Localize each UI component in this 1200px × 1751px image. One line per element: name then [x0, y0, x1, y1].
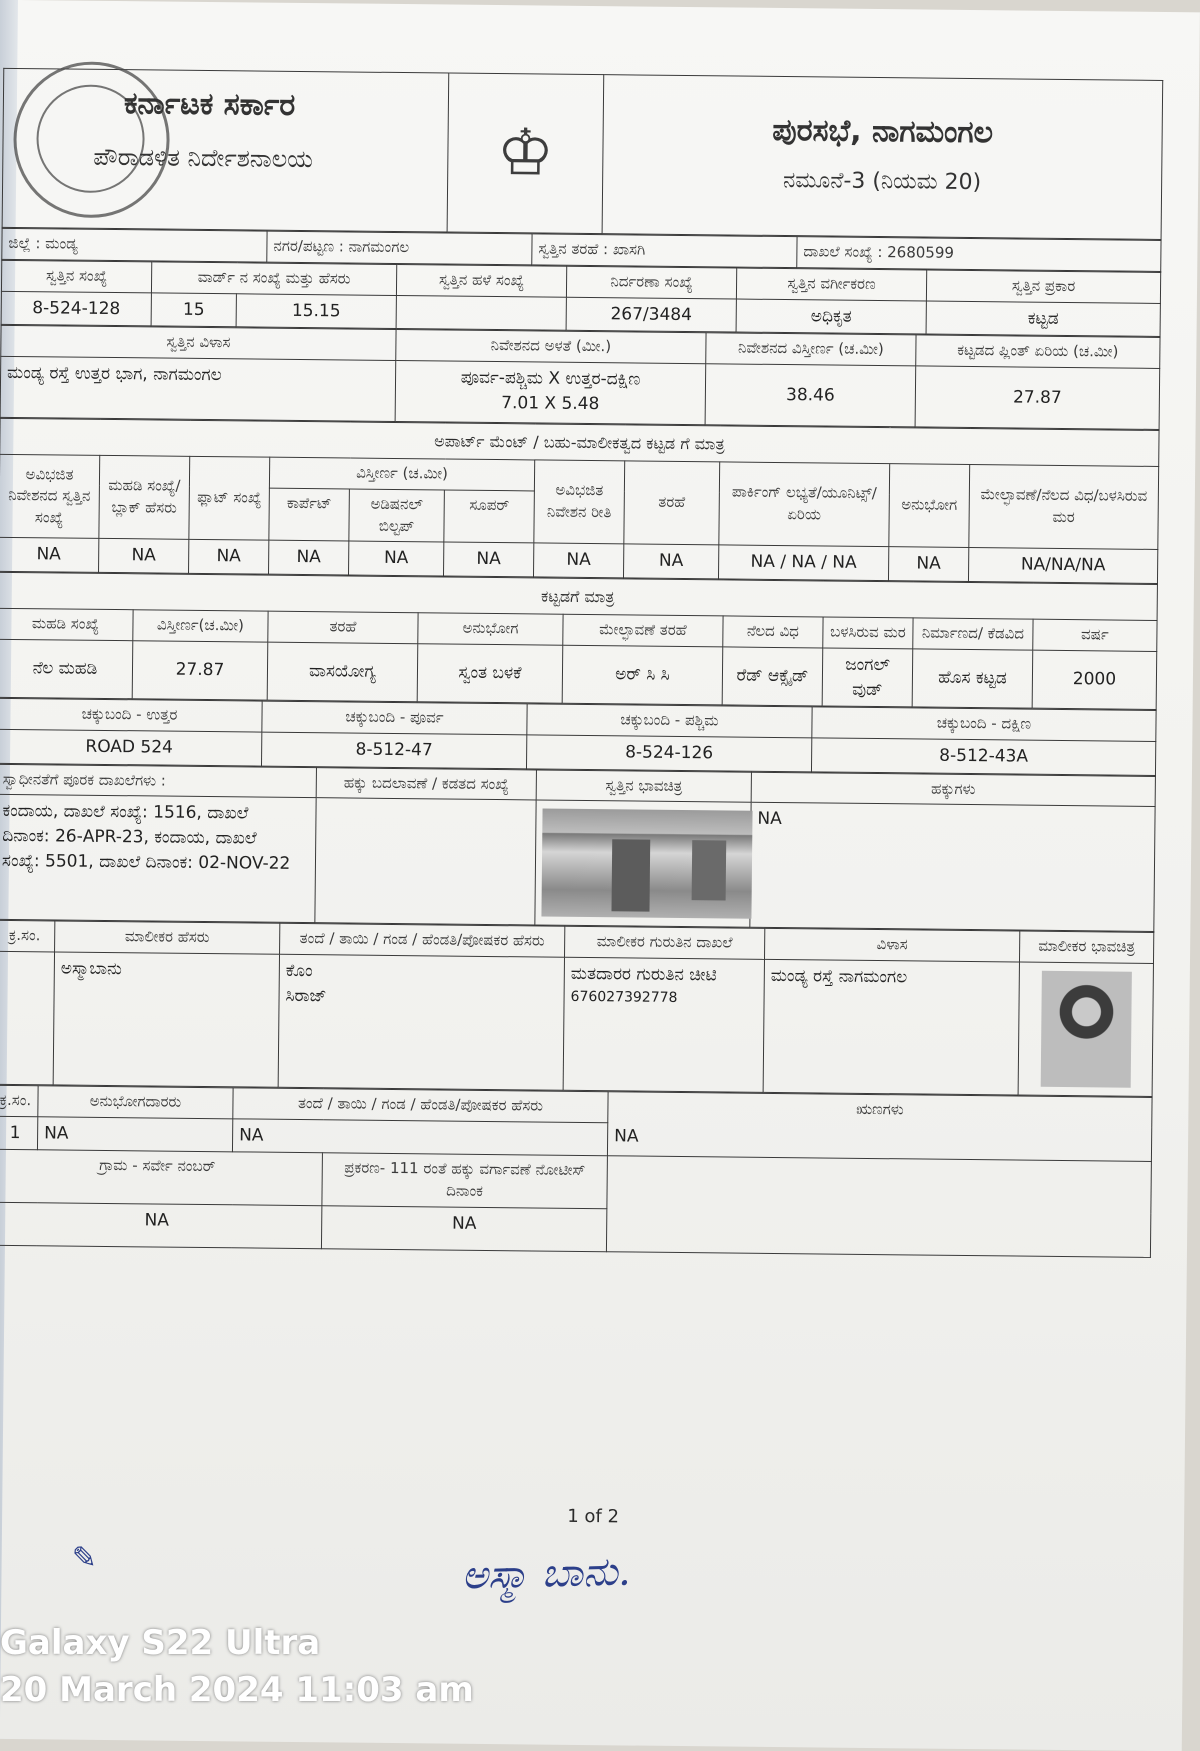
- owner-table: [0, 920, 1154, 1097]
- building-value: 2000: [1032, 650, 1157, 710]
- boundary-east: 8-512-47: [261, 732, 526, 768]
- government-name: ಕರ್ನಾಟಕ ಸರ್ಕಾರ: [123, 86, 296, 123]
- boundary-west: 8-524-126: [526, 735, 811, 772]
- property-table: [1, 260, 1162, 338]
- municipality-name: ಪುರಸಭೆ, ನಾಗಮಂಗಲ: [772, 112, 994, 151]
- form-number: ನಮೂನೆ-3 (ನಿಯಮ 20): [782, 167, 982, 195]
- building-header: ಅನುಭೋಗ: [418, 613, 563, 645]
- header-plinth-area: ಕಟ್ಟಡದ ಪ್ಲಿಂತ್ ಏರಿಯ (ಚ.ಮೀ): [916, 335, 1160, 368]
- municipality-header: [602, 75, 1163, 240]
- owner-relation-name: ಸಿರಾಜ್: [285, 985, 327, 1007]
- apartment-header: ಮಹಡಿ ಸಂಖ್ಯೆ/ಬ್ಲಾಕ್ ಹೆಸರು: [99, 455, 190, 539]
- survey-number-header: ಗ್ರಾಮ - ಸರ್ವೇ ನಂಬರ್: [0, 1150, 322, 1206]
- form-body: [0, 68, 1163, 1258]
- owner-id-header: ಮಾಲೀಕರ ಗುರುತಿನ ದಾಖಲೆ: [565, 927, 765, 960]
- survey-number: NA: [0, 1202, 322, 1248]
- occupant-serial-header: ಕ್ರ.ಸಂ.: [0, 1085, 38, 1116]
- ward-name: 15.15: [236, 293, 396, 328]
- owner-relation-header: ತಂದೆ / ತಾಯಿ / ಗಂಡ / ಹೆಂಡತಿ/ಪೋಷಕರ ಹೆಸರು: [280, 924, 565, 958]
- liabilities-cell: [607, 1092, 1152, 1162]
- header-old-number: ಸ್ವತ್ತಿನ ಹಳೆ ಸಂಖ್ಯೆ: [396, 264, 566, 297]
- apartment-value: NA: [0, 538, 99, 573]
- rights: NA: [750, 803, 1155, 932]
- apartment-value: NA: [348, 541, 443, 576]
- mutation-header: ಹಕ್ಕು ಬದಲಾವಣೆ / ಕಡತದ ಸಂಖ್ಯೆ: [316, 767, 536, 800]
- building-banner: ಕಟ್ಟಡಗೆ ಮಾತ್ರ: [0, 572, 1157, 620]
- owner-name-header: ಮಾಲೀಕರ ಹೆಸರು: [55, 921, 280, 954]
- district: ಜಿಲ್ಲೆ : ಮಂಡ್ಯ: [2, 228, 267, 262]
- owner-photo: [1040, 971, 1131, 1088]
- building-value: ರೆಡ್ ಆಕ್ಸೈಡ್: [722, 647, 823, 706]
- property-photo-header: ಸ್ವತ್ತಿನ ಭಾವಚಿತ್ರ: [536, 770, 751, 803]
- record-number: ದಾಖಲೆ ಸಂಖ್ಯೆ : 2680599: [797, 237, 1161, 272]
- property-kind: ಕಟ್ಟಡ: [926, 301, 1160, 337]
- building-table: [0, 572, 1158, 710]
- building-header: ಮಹಡಿ ಸಂಖ್ಯೆ: [0, 608, 133, 640]
- apartment-header: ಅನುಭೋಗ: [889, 464, 970, 548]
- title-block: [2, 68, 1164, 240]
- building-header: ವಿಸ್ತೀರ್ಣ(ಚ.ಮೀ): [133, 610, 268, 642]
- header-property-kind: ಸ್ವತ್ತಿನ ಪ್ರಕಾರ: [926, 270, 1160, 303]
- old-number: [396, 295, 566, 330]
- apartment-value: NA / NA / NA: [718, 545, 888, 580]
- building-value: ಅರ್ ಸಿ ಸಿ: [562, 645, 723, 705]
- apartment-value: NA/NA/NA: [968, 548, 1157, 584]
- boundary-west-header: ಚಕ್ಕುಬಂದಿ - ಪಶ್ಚಿಮ: [527, 704, 812, 738]
- apartment-header: ಅವಿಭಜಿತ ನಿವೇಶನದ ಸ್ವತ್ತಿನ ಸಂಖ್ಯೆ: [0, 454, 100, 538]
- state-emblem-icon: ♔: [496, 115, 555, 191]
- site-dimension-cell: [395, 360, 706, 424]
- owner-photo-cell: [1018, 962, 1153, 1096]
- occupant-relation-header: ತಂದೆ / ತಾಯಿ / ಗಂಡ / ಹೆಂಡತಿ/ಪೋಷಕರ ಹೆಸರು: [233, 1088, 608, 1123]
- camera-watermark: [0, 1620, 474, 1715]
- apartment-value: NA: [443, 542, 533, 577]
- notice-date: NA: [321, 1206, 606, 1252]
- header-ward: ವಾರ್ಡ್ ನ ಸಂಖ್ಯೆ ಮತ್ತು ಹೆಸರು: [151, 262, 396, 295]
- owner-relation-cell: [278, 954, 564, 1090]
- building-value: ಜಂಗಲ್ ವುಡ್: [822, 648, 913, 707]
- documents-list: [0, 795, 316, 923]
- liabilities-blank: [606, 1156, 1151, 1257]
- apartment-header: ಸೂಪರ್: [444, 490, 535, 543]
- dimension-value: 7.01 X 5.48: [501, 392, 600, 414]
- boundaries-table: [0, 698, 1157, 776]
- apartment-value: NA: [888, 547, 968, 581]
- property-photo: [541, 809, 752, 919]
- owner-address-header: ವಿಳಾಸ: [764, 929, 1019, 962]
- occupants-table: [0, 1085, 1153, 1258]
- apartment-value: NA: [533, 543, 623, 578]
- building-header: ನೆಲದ ವಿಧ: [723, 616, 823, 648]
- dimension-label: ಪೂರ್ವ-ಪಶ್ಚಿಮ X ಉತ್ತರ-ದಕ್ಷಿಣ: [460, 367, 641, 390]
- capture-timestamp: 20 March 2024 11:03 am: [0, 1670, 474, 1711]
- apartment-table: [0, 418, 1160, 584]
- header-site-area: ನಿವೇಶನದ ವಿಸ್ತೀರ್ಣ (ಚ.ಮೀ): [706, 333, 916, 366]
- document-line: ಕಂದಾಯ, ದಾಖಲೆ ಸಂಖ್ಯೆ: 1516, ದಾಖಲೆ: [2, 801, 249, 824]
- apartment-value: NA: [189, 540, 269, 574]
- boundary-north: ROAD 524: [0, 729, 262, 765]
- assessment-number: 267/3484: [566, 297, 736, 332]
- building-value: 27.87: [132, 641, 268, 701]
- emblem-cell: [447, 73, 604, 234]
- boundary-north-header: ಚಕ್ಕುಬಂದಿ - ಉತ್ತರ: [0, 699, 262, 733]
- apartment-header: ಕಾರ್ಪೆಟ್: [269, 488, 350, 541]
- ink-scribble: ✎: [71, 1540, 98, 1576]
- building-header: ವರ್ಷ: [1033, 619, 1157, 651]
- owner-id-type: ಮತದಾರರ ಗುರುತಿನ ಚೀಟಿ: [570, 963, 717, 986]
- owner-id-number: 676027392778: [570, 988, 678, 1006]
- owner-id-cell: [563, 957, 764, 1092]
- building-value: ನೆಲ ಮಹಡಿ: [0, 639, 133, 699]
- property-photo-cell: [535, 800, 751, 927]
- property-address: ಮಂಡ್ಯ ರಸ್ತೆ ಉತ್ತರ ಭಾಗ, ನಾಗಮಂಗಲ: [0, 356, 396, 421]
- apartment-header: ತರಹೆ: [624, 461, 720, 545]
- boundary-south: 8-512-43A: [811, 738, 1155, 775]
- plinth-area: 27.87: [915, 366, 1160, 430]
- occupant-name-header: ಅನುಭೋಗದಾರರು: [38, 1086, 233, 1119]
- apartment-banner: ಅಪಾರ್ಟ್ ಮೆಂಟ್ / ಬಹು-ಮಾಲೀಕತ್ವದ ಕಟ್ಟಡ ಗೆ ಮಾತ್ರ: [0, 418, 1159, 466]
- property-number: 8-524-128: [1, 291, 151, 326]
- liabilities: NA: [614, 1126, 639, 1147]
- owner-name: ಅಸ್ಮಾಬಾನು: [53, 952, 279, 1087]
- occupant-serial: 1: [0, 1116, 38, 1150]
- boundary-east-header: ಚಕ್ಕುಬಂದಿ - ಪೂರ್ವ: [262, 701, 527, 735]
- device-name: Galaxy S22 Ultra: [0, 1622, 321, 1663]
- apartment-header: ಪಾರ್ಕಿಂಗ್ ಲಭ್ಯತೆ/ಯೂನಿಟ್ಸ್/ಏರಿಯ: [719, 462, 890, 547]
- document-line: ಸಂಖ್ಯೆ: 5501, ದಾಖಲೆ ದಿನಾಂಕ: 02-NOV-22: [1, 850, 291, 874]
- document-line: ದಿನಾಂಕ: 26-APR-23, ಕಂದಾಯ, ದಾಖಲೆ: [2, 825, 257, 849]
- notice-date-header: ಪ್ರಕರಣ- 111 ರಂತೆ ಹಕ್ಕು ವರ್ಗಾವಣೆ ನೋಟೀಸ್ ದಿನಾಂಕ: [322, 1153, 608, 1208]
- building-header: ತರಹೆ: [268, 611, 418, 643]
- apartment-header: ಅಡಿಷನಲ್ ಬಿಲ್ಟಪ್: [349, 489, 445, 542]
- building-header: ನಿರ್ಮಾಣದ/ ಕೆಡವಿದ: [913, 618, 1033, 650]
- owner-signature: ಅಸ್ಮಾ ಬಾನು.: [461, 1548, 632, 1599]
- site-area: 38.46: [705, 364, 916, 427]
- header-address: ಸ್ವತ್ತಿನ ವಿಳಾಸ: [1, 325, 396, 360]
- mutation-number: [315, 798, 536, 925]
- apartment-header: ಅವಿಭಜಿತ ನಿವೇಶನ ರೀತಿ: [534, 460, 625, 544]
- government-header: [2, 68, 449, 232]
- header-property-number: ಸ್ವತ್ತಿನ ಸಂಖ್ಯೆ: [1, 260, 151, 292]
- boundary-south-header: ಚಕ್ಕುಬಂದಿ - ದಕ್ಷಿಣ: [812, 707, 1156, 741]
- ward-number: 15: [151, 292, 236, 327]
- area-group-header: ವಿಸ್ತೀರ್ಣ (ಚ.ಮೀ): [269, 457, 534, 491]
- owner-address: ಮಂಡ್ಯ ರಸ್ತೆ ನಾಗಮಂಗಲ: [763, 959, 1019, 1095]
- header-classification: ಸ್ವತ್ತಿನ ವರ್ಗೀಕರಣ: [736, 268, 926, 301]
- owner-relation: ಕೊಂ: [285, 960, 313, 982]
- liabilities-header: ಋಣಗಳು: [856, 1099, 904, 1119]
- documents-header: ಸ್ವಾಧೀನತೆಗೆ ಪೂರಕ ದಾಖಲೆಗಳು :: [0, 764, 316, 798]
- building-header: ಮೇಲ್ಛಾವಣೆ ತರಹೆ: [563, 614, 723, 646]
- occupant-relation: NA: [232, 1119, 607, 1157]
- page-number: 1 of 2: [567, 1505, 620, 1528]
- apartment-header: ಫ್ಲಾಟ್ ಸಂಖ್ಯೆ: [189, 456, 270, 540]
- building-value: ಸ್ವಂತ ಬಳಕೆ: [417, 644, 563, 704]
- town: ನಗರ/ಪಟ್ಟಣ : ನಾಗಮಂಗಲ: [267, 231, 532, 265]
- owner-photo-header: ಮಾಲೀಕರ ಭಾವಚಿತ್ರ: [1019, 931, 1153, 963]
- apartment-value: NA: [99, 539, 189, 574]
- address-table: [0, 325, 1161, 430]
- owner-serial: [0, 951, 55, 1085]
- property-type: ಸ್ವತ್ತಿನ ತರಹೆ : ಖಾಸಗಿ: [532, 234, 797, 268]
- building-value: ವಾಸಯೋಗ್ಯ: [267, 642, 418, 702]
- apartment-value: NA: [269, 540, 349, 574]
- building-value: ಹೊಸ ಕಟ್ಟಡ: [912, 649, 1033, 709]
- building-header: ಬಳಸಿರುವ ಮರ: [823, 617, 913, 649]
- documents-table: [0, 763, 1156, 932]
- rights-header: ಹಕ್ಕುಗಳು: [751, 772, 1155, 807]
- header-site-dimension: ನಿವೇಶನದ ಅಳತೆ (ಮೀ.): [396, 330, 706, 364]
- apartment-value: NA: [623, 544, 718, 579]
- owner-serial-header: ಕ್ರ.ಸಂ.: [0, 921, 55, 952]
- classification: ಅಧಿಕೃತ: [736, 299, 926, 335]
- occupant-name: NA: [37, 1117, 232, 1153]
- apartment-header: ಮೇಲ್ಛಾವಣೆ/ನೆಲದ ವಿಧ/ಬಳಸಿರುವ ಮರ: [969, 465, 1159, 550]
- header-assessment-number: ನಿರ್ದರಣಾ ಸಂಖ್ಯೆ: [566, 266, 736, 299]
- department-name: ಪೌರಾಡಳಿತ ನಿರ್ದೇಶನಾಲಯ: [93, 142, 314, 174]
